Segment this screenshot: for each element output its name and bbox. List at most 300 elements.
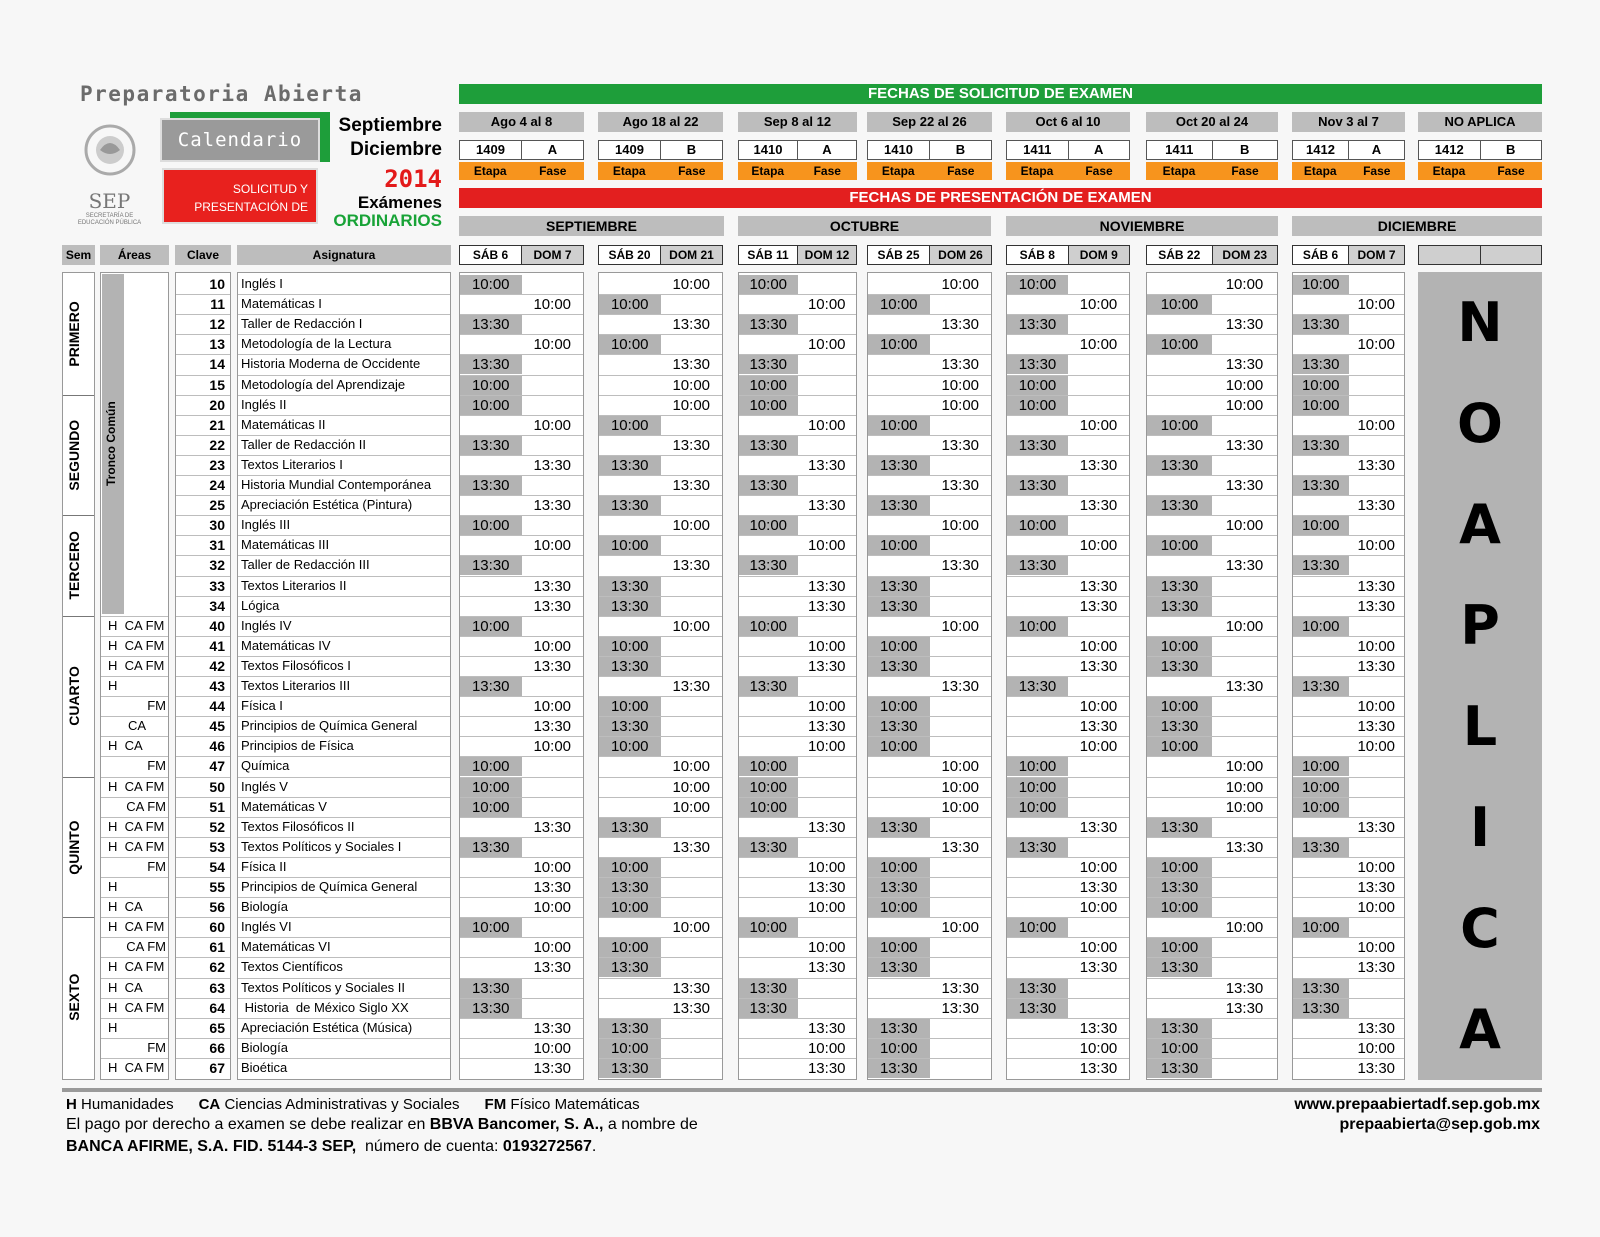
exam-time: 10:00: [739, 617, 798, 636]
fase-code: A: [1348, 141, 1404, 159]
clave-cell: 12: [209, 316, 225, 333]
no-aplica-panel: [1418, 272, 1542, 1080]
exam-time: 10:00: [533, 1039, 572, 1057]
exam-time: 13:30: [941, 999, 980, 1017]
clave-cell: 66: [209, 1039, 225, 1056]
sat-label: SÁB 25: [877, 248, 920, 262]
exam-time: 13:30: [1225, 999, 1264, 1017]
clave-cell: 24: [209, 477, 225, 493]
exam-time: 13:30: [739, 677, 798, 696]
exam-time: 13:30: [1357, 959, 1396, 977]
exam-time: 13:30: [807, 577, 846, 595]
exam-time: 10:00: [807, 296, 846, 314]
asignatura-cell: Textos Científicos: [241, 959, 343, 975]
etapa-label: Etapa: [473, 164, 507, 178]
exam-time: 10:00: [941, 798, 980, 816]
sat-label: SÁB 6: [472, 248, 509, 262]
exam-time: 13:30: [1147, 818, 1212, 837]
exam-time: 13:30: [533, 597, 572, 615]
exam-time: 10:00: [460, 757, 522, 776]
request-dates-6: Nov 3 al 7: [1292, 112, 1405, 132]
day-header-noaplica: [1418, 245, 1542, 265]
sat-label: SÁB 20: [608, 248, 651, 262]
semester-tercero: TERCERO: [66, 531, 82, 600]
etapa-fase-6: [1292, 162, 1405, 180]
exam-time: 13:30: [1079, 879, 1118, 896]
exam-time: 10:00: [1147, 858, 1212, 877]
exam-time: 13:30: [941, 436, 980, 454]
areas-cell: H CA FM: [108, 1059, 165, 1075]
exam-time: 10:00: [672, 778, 711, 796]
exam-time: 10:00: [1357, 698, 1396, 716]
exam-time: 13:30: [1147, 1059, 1212, 1078]
areas-cell: FM: [147, 1039, 166, 1055]
asignatura-cell: Matemáticas I: [241, 296, 322, 312]
exam-time: 13:30: [599, 717, 661, 736]
exam-time: 10:00: [599, 898, 661, 917]
exam-time: 13:30: [941, 316, 980, 334]
exam-time: 10:00: [1079, 738, 1118, 756]
exam-time: 10:00: [460, 798, 522, 817]
account-number: 0193272567: [502, 1138, 592, 1155]
fase-code: A: [521, 141, 583, 159]
exam-time: 10:00: [460, 918, 522, 937]
legend-h-key: H: [66, 1096, 77, 1113]
asignatura-cell: Inglés IV: [241, 617, 292, 633]
exam-time: 10:00: [941, 919, 980, 937]
exam-time: 13:30: [1147, 577, 1212, 596]
exam-time: 13:30: [1225, 436, 1264, 454]
exam-time: 10:00: [460, 778, 522, 797]
etapa-fase-7: [1418, 162, 1542, 180]
asignatura-cell: Textos Literarios I: [241, 456, 343, 472]
exam-time: 10:00: [1225, 798, 1264, 816]
no-aplica-letter: P: [1460, 594, 1500, 657]
exam-time: 13:30: [807, 657, 846, 675]
exam-time: 10:00: [1007, 617, 1068, 636]
exam-time: 10:00: [739, 396, 798, 415]
exam-time: 13:30: [1007, 838, 1068, 857]
exam-time: 13:30: [672, 436, 711, 454]
fase-code: B: [1480, 141, 1542, 159]
exam-time: 13:30: [460, 677, 522, 696]
clave-cell: 33: [209, 577, 225, 594]
exam-time: 10:00: [460, 516, 522, 535]
exam-time: 10:00: [672, 798, 711, 816]
clave-cell: 60: [209, 919, 225, 936]
exam-time: 13:30: [739, 556, 798, 575]
exam-time: 13:30: [941, 477, 980, 494]
etapa-fase-0: [459, 162, 584, 180]
request-dates-0: Ago 4 al 8: [459, 112, 584, 132]
exam-time: 13:30: [533, 959, 572, 977]
mexico-seal-icon: [80, 118, 140, 188]
exam-time: 13:30: [807, 1059, 846, 1077]
exam-time: 10:00: [1147, 737, 1212, 756]
exam-time: 10:00: [1147, 416, 1212, 435]
no-aplica-letter: C: [1460, 897, 1500, 960]
exam-time: 13:30: [533, 879, 572, 896]
request-dates-7: NO APLICA: [1418, 112, 1542, 132]
exam-time: 13:30: [1293, 476, 1349, 495]
semester-divider: [63, 917, 94, 918]
exam-time: 13:30: [672, 979, 711, 997]
exam-time: 13:30: [672, 838, 711, 856]
sat-label: SÁB 22: [1158, 248, 1201, 262]
exam-time: 10:00: [1007, 396, 1068, 415]
exam-time: 10:00: [1147, 697, 1212, 716]
exam-time: 13:30: [533, 456, 572, 474]
clave-cell: 13: [209, 336, 225, 353]
payment-line-1: [66, 1116, 698, 1134]
exam-time: 13:30: [460, 355, 522, 374]
exam-time: 10:00: [599, 536, 661, 555]
exam-time: 13:30: [1357, 1059, 1396, 1077]
exam-time: 13:30: [1147, 597, 1212, 616]
exam-time: 10:00: [1293, 918, 1349, 937]
exam-time: 10:00: [868, 637, 930, 656]
exam-time: 13:30: [1079, 1019, 1118, 1037]
asignatura-cell: Matemáticas VI: [241, 939, 331, 955]
areas-cell: H: [108, 879, 118, 894]
sun-label: DOM 21: [660, 246, 722, 264]
exam-time: 10:00: [533, 698, 572, 716]
clave-cell: 67: [209, 1059, 225, 1076]
account-label: número de cuenta:: [356, 1138, 503, 1155]
exam-time: 10:00: [807, 939, 846, 957]
clave-cell: 47: [209, 758, 225, 775]
clave-cell: 34: [209, 597, 225, 614]
legend-fm-key: FM: [484, 1096, 507, 1113]
fase-label: Fase: [1085, 164, 1113, 178]
exam-time: 10:00: [672, 396, 711, 414]
areas-cell: H CA FM: [108, 617, 165, 633]
exam-time: 10:00: [1079, 899, 1118, 917]
exam-time: 10:00: [1293, 617, 1349, 636]
etapa-fase-1: [598, 162, 723, 180]
exam-time: 13:30: [1357, 657, 1396, 675]
exam-time: 13:30: [868, 878, 930, 897]
exam-time: 13:30: [533, 577, 572, 595]
sun-label: DOM 7: [1348, 246, 1404, 264]
exam-time: 13:30: [1357, 597, 1396, 615]
exam-time: 13:30: [1293, 315, 1349, 334]
exam-time: 13:30: [1079, 1059, 1118, 1077]
exam-time: 10:00: [1007, 516, 1068, 535]
legend-ca-key: CA: [198, 1096, 221, 1113]
etapa-label: Etapa: [1432, 164, 1466, 178]
clave-cell: 55: [209, 879, 225, 895]
exam-time: 10:00: [1225, 396, 1264, 414]
exam-time: 13:30: [941, 356, 980, 374]
asignatura-cell: Matemáticas V: [241, 798, 327, 814]
exam-time: 10:00: [1357, 637, 1396, 655]
asignatura-cell: Taller de Redacción II: [241, 436, 367, 452]
fase-code: B: [1212, 141, 1278, 159]
exam-time: 13:30: [1293, 838, 1349, 857]
month-septiembre: SEPTIEMBRE: [459, 216, 724, 236]
request-dates-1: Ago 18 al 22: [598, 112, 723, 132]
exam-time: 10:00: [533, 537, 572, 555]
exam-time: 10:00: [1357, 296, 1396, 314]
clave-cell: 15: [209, 376, 225, 393]
asignatura-cell: Inglés III: [241, 517, 291, 533]
request-box: [162, 168, 318, 224]
exam-time: 10:00: [533, 858, 572, 876]
asignatura-cell: Textos Políticos y Sociales I: [241, 838, 402, 854]
request-line-2: PRESENTACIÓN DE: [194, 200, 308, 214]
exam-time: 10:00: [1147, 295, 1212, 314]
request-dates-title: FECHAS DE SOLICITUD DE EXAMEN: [459, 84, 1542, 104]
clave-cell: 31: [209, 537, 225, 554]
clave-cell: 32: [209, 557, 225, 574]
sat-label: SÁB 11: [747, 248, 789, 262]
exam-time: 13:30: [1357, 818, 1396, 836]
exam-time: 10:00: [1079, 858, 1118, 876]
etapa-code: 1411: [1023, 142, 1052, 157]
exam-time: 13:30: [599, 878, 661, 897]
asignatura-cell: Física II: [241, 858, 287, 874]
exam-time: 10:00: [807, 899, 846, 917]
exam-time: 10:00: [1293, 376, 1349, 395]
exam-time: 13:30: [807, 497, 846, 515]
asignatura-cell: Textos Filosóficos II: [241, 818, 355, 834]
exam-time: 13:30: [1007, 436, 1068, 455]
exam-time: 13:30: [868, 456, 930, 475]
etapa-fase-5: [1146, 162, 1278, 180]
exam-time: 10:00: [599, 637, 661, 656]
exam-time: 13:30: [1357, 1019, 1396, 1037]
payment-line-2: [66, 1138, 596, 1156]
exam-time: 10:00: [1147, 536, 1212, 555]
sun-label: DOM 9: [1068, 246, 1130, 264]
sep-sub-1: SECRETARÍA DE: [85, 213, 134, 219]
asignatura-cell: Matemáticas III: [241, 537, 330, 553]
asignatura-cell: Inglés VI: [241, 919, 292, 935]
exam-time: 13:30: [1225, 477, 1264, 494]
exam-time: 10:00: [941, 276, 980, 293]
no-aplica-letter: I: [1469, 796, 1491, 859]
semester-quinto: QUINTO: [66, 819, 82, 874]
etapa-fase-4: [1006, 162, 1130, 180]
clave-cell: 40: [209, 617, 225, 634]
semester-divider: [63, 777, 94, 778]
exam-time: 13:30: [533, 497, 572, 515]
clave-cell: 43: [209, 678, 225, 694]
exam-time: 10:00: [672, 919, 711, 937]
exam-time: 10:00: [807, 416, 846, 434]
clave-cell: 56: [209, 899, 225, 916]
exam-time: 13:30: [739, 476, 798, 495]
month-octubre: OCTUBRE: [738, 216, 991, 236]
asignatura-cell: Biología: [241, 1039, 288, 1055]
exam-time: 13:30: [1079, 456, 1118, 474]
semester-segundo: SEGUNDO: [66, 419, 82, 491]
exam-time: 10:00: [599, 416, 661, 435]
clave-cell: 25: [209, 497, 225, 514]
clave-cell: 50: [209, 778, 225, 795]
areas-cell: H CA: [108, 979, 143, 995]
legend-ca: Ciencias Administrativas y Sociales: [224, 1096, 460, 1113]
request-dates-5: Oct 20 al 24: [1146, 112, 1278, 132]
exam-time: 10:00: [739, 516, 798, 535]
exam-time: 13:30: [1147, 456, 1212, 475]
clave-cell: 64: [209, 999, 225, 1016]
exam-time: 10:00: [807, 858, 846, 876]
asignatura-cell: Textos Literarios II: [241, 577, 347, 593]
clave-cell: 45: [209, 718, 225, 735]
clave-cell: 22: [209, 436, 225, 453]
clave-cell: 51: [209, 798, 225, 815]
school-title: Preparatoria Abierta: [80, 82, 363, 106]
asignatura-cell: Inglés II: [241, 396, 287, 412]
exam-time: 13:30: [533, 1019, 572, 1037]
exam-time: 13:30: [460, 838, 522, 857]
asignatura-cell: Biología: [241, 899, 288, 915]
exam-time: 13:30: [1079, 718, 1118, 736]
clave-cell: 61: [209, 939, 225, 956]
exam-time: 10:00: [941, 758, 980, 776]
clave-cell: 63: [209, 979, 225, 996]
exam-time: 10:00: [941, 376, 980, 394]
exam-time: 13:30: [807, 818, 846, 836]
exam-time: 13:30: [941, 678, 980, 695]
asignatura-cell: Textos Filosóficos I: [241, 657, 351, 673]
exam-time: 10:00: [1079, 637, 1118, 655]
exam-time: 10:00: [1225, 758, 1264, 776]
asignatura-cell: Lógica: [241, 597, 280, 613]
exam-time: 13:30: [807, 456, 846, 474]
request-line-1: SOLICITUD Y: [232, 182, 308, 196]
exam-time: 10:00: [672, 758, 711, 776]
exam-time: 10:00: [599, 295, 661, 314]
semester-primero: PRIMERO: [66, 301, 82, 367]
payment-text-2: a nombre de: [603, 1116, 698, 1133]
exam-time: 10:00: [807, 637, 846, 655]
exam-time: 13:30: [672, 557, 711, 575]
exam-time: 13:30: [941, 979, 980, 997]
exam-time: 10:00: [739, 757, 798, 776]
exam-time: 10:00: [533, 738, 572, 756]
clave-cell: 14: [209, 356, 225, 373]
etapa-label: Etapa: [1020, 164, 1054, 178]
exam-time: 13:30: [868, 597, 930, 616]
exam-time: 10:00: [1225, 919, 1264, 937]
payment-text: El pago por derecho a examen se debe realizar en: [66, 1116, 430, 1133]
request-dates-2: Sep 8 al 12: [738, 112, 857, 132]
exam-time: 10:00: [460, 617, 522, 636]
clave-cell: 41: [209, 637, 225, 654]
etapa-code: 1409: [476, 142, 505, 157]
day-header-6: [1292, 245, 1405, 265]
fase-label: Fase: [813, 164, 841, 178]
exam-time: 13:30: [533, 718, 572, 736]
asignatura-cell: Principios de Química General: [241, 718, 418, 734]
exam-time: 10:00: [460, 396, 522, 415]
exam-time: 10:00: [1147, 938, 1212, 957]
exam-time: 13:30: [672, 678, 711, 695]
exam-time: 13:30: [460, 999, 522, 1018]
exam-time: 10:00: [1079, 336, 1118, 354]
website-link[interactable]: www.prepaabiertadf.sep.gob.mx: [1294, 1096, 1540, 1113]
exam-time: 13:30: [868, 657, 930, 676]
exam-time: 13:30: [672, 999, 711, 1017]
fase-label: Fase: [947, 164, 975, 178]
bank-name: BBVA Bancomer, S. A.,: [429, 1116, 604, 1133]
exam-time: 10:00: [868, 416, 930, 435]
exam-time: 13:30: [868, 818, 930, 837]
ordinary-label: ORDINARIOS: [333, 211, 442, 230]
asignatura-cell: Principios de Física: [241, 738, 354, 754]
clave-cell: 53: [209, 838, 225, 855]
day-header-2: [738, 245, 857, 265]
areas-cell: H CA: [108, 738, 143, 754]
exam-time: 10:00: [1147, 1039, 1212, 1058]
exam-time: 13:30: [1147, 1019, 1212, 1038]
exam-time: 13:30: [1147, 958, 1212, 977]
exam-time: 10:00: [599, 1039, 661, 1058]
exam-time: 13:30: [599, 958, 661, 977]
clave-cell: 30: [209, 517, 225, 534]
clave-cell: 11: [210, 296, 225, 313]
exam-time: 13:30: [1293, 355, 1349, 374]
sep-sub-2: EDUCACIÓN PÚBLICA: [77, 220, 142, 226]
exam-time: 13:30: [739, 355, 798, 374]
exam-time: 10:00: [533, 899, 572, 917]
exam-time: 13:30: [1225, 979, 1264, 997]
exam-time: 10:00: [1007, 376, 1068, 395]
col-asignatura: Asignatura: [237, 245, 451, 265]
exam-time: 10:00: [868, 858, 930, 877]
asignatura-cell: Metodología de la Lectura: [241, 336, 392, 352]
fase-label: Fase: [1231, 164, 1259, 178]
day-header-4: [1006, 245, 1130, 265]
email-link[interactable]: prepaabierta@sep.gob.mx: [1339, 1116, 1540, 1133]
exam-time: 13:30: [868, 496, 930, 515]
exam-time: 10:00: [1225, 778, 1264, 796]
exam-time: 13:30: [1225, 678, 1264, 695]
exam-time: 10:00: [1293, 798, 1349, 817]
exam-time: 10:00: [739, 778, 798, 797]
exam-time: 13:30: [807, 959, 846, 977]
exam-time: 13:30: [533, 1059, 572, 1077]
areas-cell: H CA FM: [108, 637, 165, 653]
exam-time: 13:30: [1007, 355, 1068, 374]
exam-time: 10:00: [868, 1039, 930, 1058]
exam-time: 10:00: [868, 335, 930, 354]
exam-time: 10:00: [941, 617, 980, 635]
exam-time: 13:30: [1225, 557, 1264, 575]
exam-time: 10:00: [533, 416, 572, 434]
exam-time: 13:30: [739, 838, 798, 857]
exam-time: 10:00: [868, 737, 930, 756]
exam-time: 13:30: [460, 556, 522, 575]
exam-time: 10:00: [1293, 275, 1349, 294]
asignatura-cell: Historia Moderna de Occidente: [241, 356, 421, 372]
areas-cell: H: [108, 1019, 118, 1035]
request-code-5: [1146, 140, 1278, 160]
exam-time: 10:00: [1079, 416, 1118, 434]
semester-sexto: SEXTO: [66, 973, 82, 1022]
etapa-label: Etapa: [612, 164, 646, 178]
sep-logo: [62, 118, 157, 238]
exam-time: 10:00: [807, 537, 846, 555]
legend: [66, 1096, 640, 1113]
etapa-fase-2: [738, 162, 857, 180]
areas-cell: H CA FM: [108, 838, 165, 854]
exam-time: 10:00: [1007, 757, 1068, 776]
areas-cell: CA FM: [126, 798, 166, 814]
